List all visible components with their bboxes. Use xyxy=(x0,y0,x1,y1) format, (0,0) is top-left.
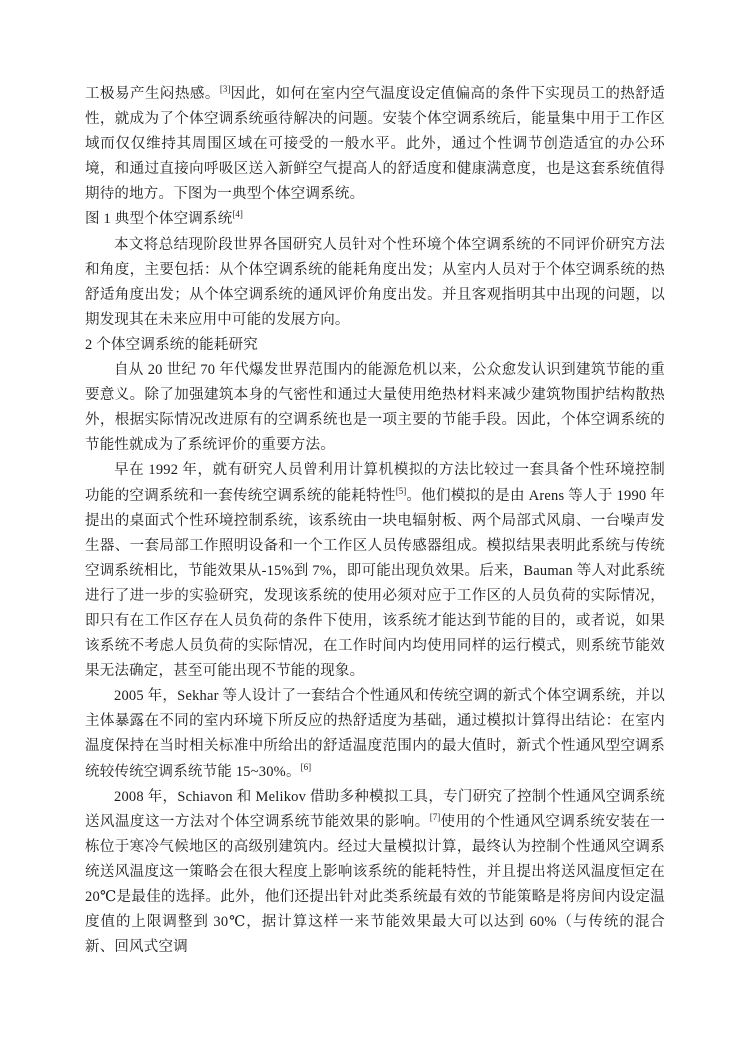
paragraph-2005-sekhar-study: 2005 年，Sekhar 等人设计了一套结合个性通风和传统空调的新式个体空调系统，并以主体暴露在不同的室内环境下所反应的热舒适度为基础，通过模拟计算得出结论：在室内温度保持在当时相关标准中所给出的舒适温度范围内的最大值时，新式个性通风型空调系统较传统空调系统节能 15~30%。[6] xyxy=(85,688,665,780)
footnote-reference: [6] xyxy=(300,761,312,772)
footnote-reference: [7] xyxy=(429,811,441,822)
footnote-reference: [3] xyxy=(219,84,231,95)
paragraph-2008-schiavon-melikov-study: 2008 年，Schiavon 和 Melikov 借助多种模拟工具，专门研究了控制个性通风空调系统送风温度这一方法对个体空调系统节能效果的影响。[7]使用的个性通风空调系统安装在一栋位于寒冷气候地区的高级别建筑内。经过大量模拟计算，最终认为控制个性通风空调系统送风温度这一策略会在很大程度上影响该系统的能耗特性，并且提出将送风温度恒定在 20℃是最佳的选择。此外，他们还提出针对此类系统最有效的节能策略是将房间内设定温度值的上限调整到 30℃，据计算这样一来节能效果最大可以达到 60%（与传统的混合新、回风式空调 xyxy=(85,788,666,956)
document-text-block xyxy=(85,82,665,960)
heading-section-2-energy-research: 2 个体空调系统的能耗研究 xyxy=(85,336,258,353)
paragraph-paper-overview: 本文将总结现阶段世界各国研究人员针对个性环境个体空调系统的不同评价研究方法和角度，主要包括：从个体空调系统的能耗角度出发；从室内人员对于个体空调系统的热舒适角度出发；从个体空调系统的通风评价角度出发。并且客观指明其中出现的问题，以期发现其在未来应用中可能的发展方向。 xyxy=(85,236,665,328)
footnote-reference: [5] xyxy=(395,485,407,496)
paragraph-1992-simulation-study: 早在 1992 年，就有研究人员曾利用计算机模拟的方法比较过一套具备个性环境控制功能的空调系统和一套传统空调系统的能耗特性[5]。他们模拟的是由 Arens 等人于 1990 年提出的桌面式个性环境控制系统，该系统由一块电辐射板、两个局部式风扇、一台噪声发生器、一套局部工作照明设备和一个工作区人员传感器组成。模拟结果表明此系统与传统空调系统相比，节能效果从-15%到 7%，即可能出现负效果。后来，Bauman 等人对此系统进行了进一步的实验研究，发现该系统的使用必须对应于工作区的人员负荷的实际情况，即只有在工作区存在人员负荷的条件下使用，该系统才能达到节能的目的，或者说，如果该系统不考虑人员负荷的实际情况，在工作时间内均使用同样的运行模式，则系统节能效果无法确定，甚至可能出现不节能的现象。 xyxy=(85,462,665,680)
figure-1-caption: 图 1 典型个体空调系统[4] xyxy=(85,209,243,228)
paragraph-energy-crisis: 自从 20 世纪 70 年代爆发世界范围内的能源危机以来，公众愈发认识到建筑节能的重要意义。除了加强建筑本身的气密性和通过大量使用绝热材料来减少建筑物围护结构散热外，根据实际情况改进原有的空调系统也是一项主要的节能手段。因此，个体空调系统的节能性就成为了系统评价的重要方法。 xyxy=(85,362,665,454)
footnote-reference: [4] xyxy=(232,209,243,220)
paragraph-thermal-comfort-continuation: 工极易产生闷热感。[3]因此，如何在室内空气温度设定值偏高的条件下实现员工的热舒适性，就成为了个体空调系统亟待解决的问题。安装个体空调系统后，能量集中用于工作区域而仅仅维持其周围区域在可接受的一般水平。此外，通过个性调节创造适宜的办公环境，和通过直接向呼吸区送入新鲜空气提高人的舒适度和健康满意度，也是这套系统值得期待的地方。下图为一典型个体空调系统。 xyxy=(85,84,665,203)
